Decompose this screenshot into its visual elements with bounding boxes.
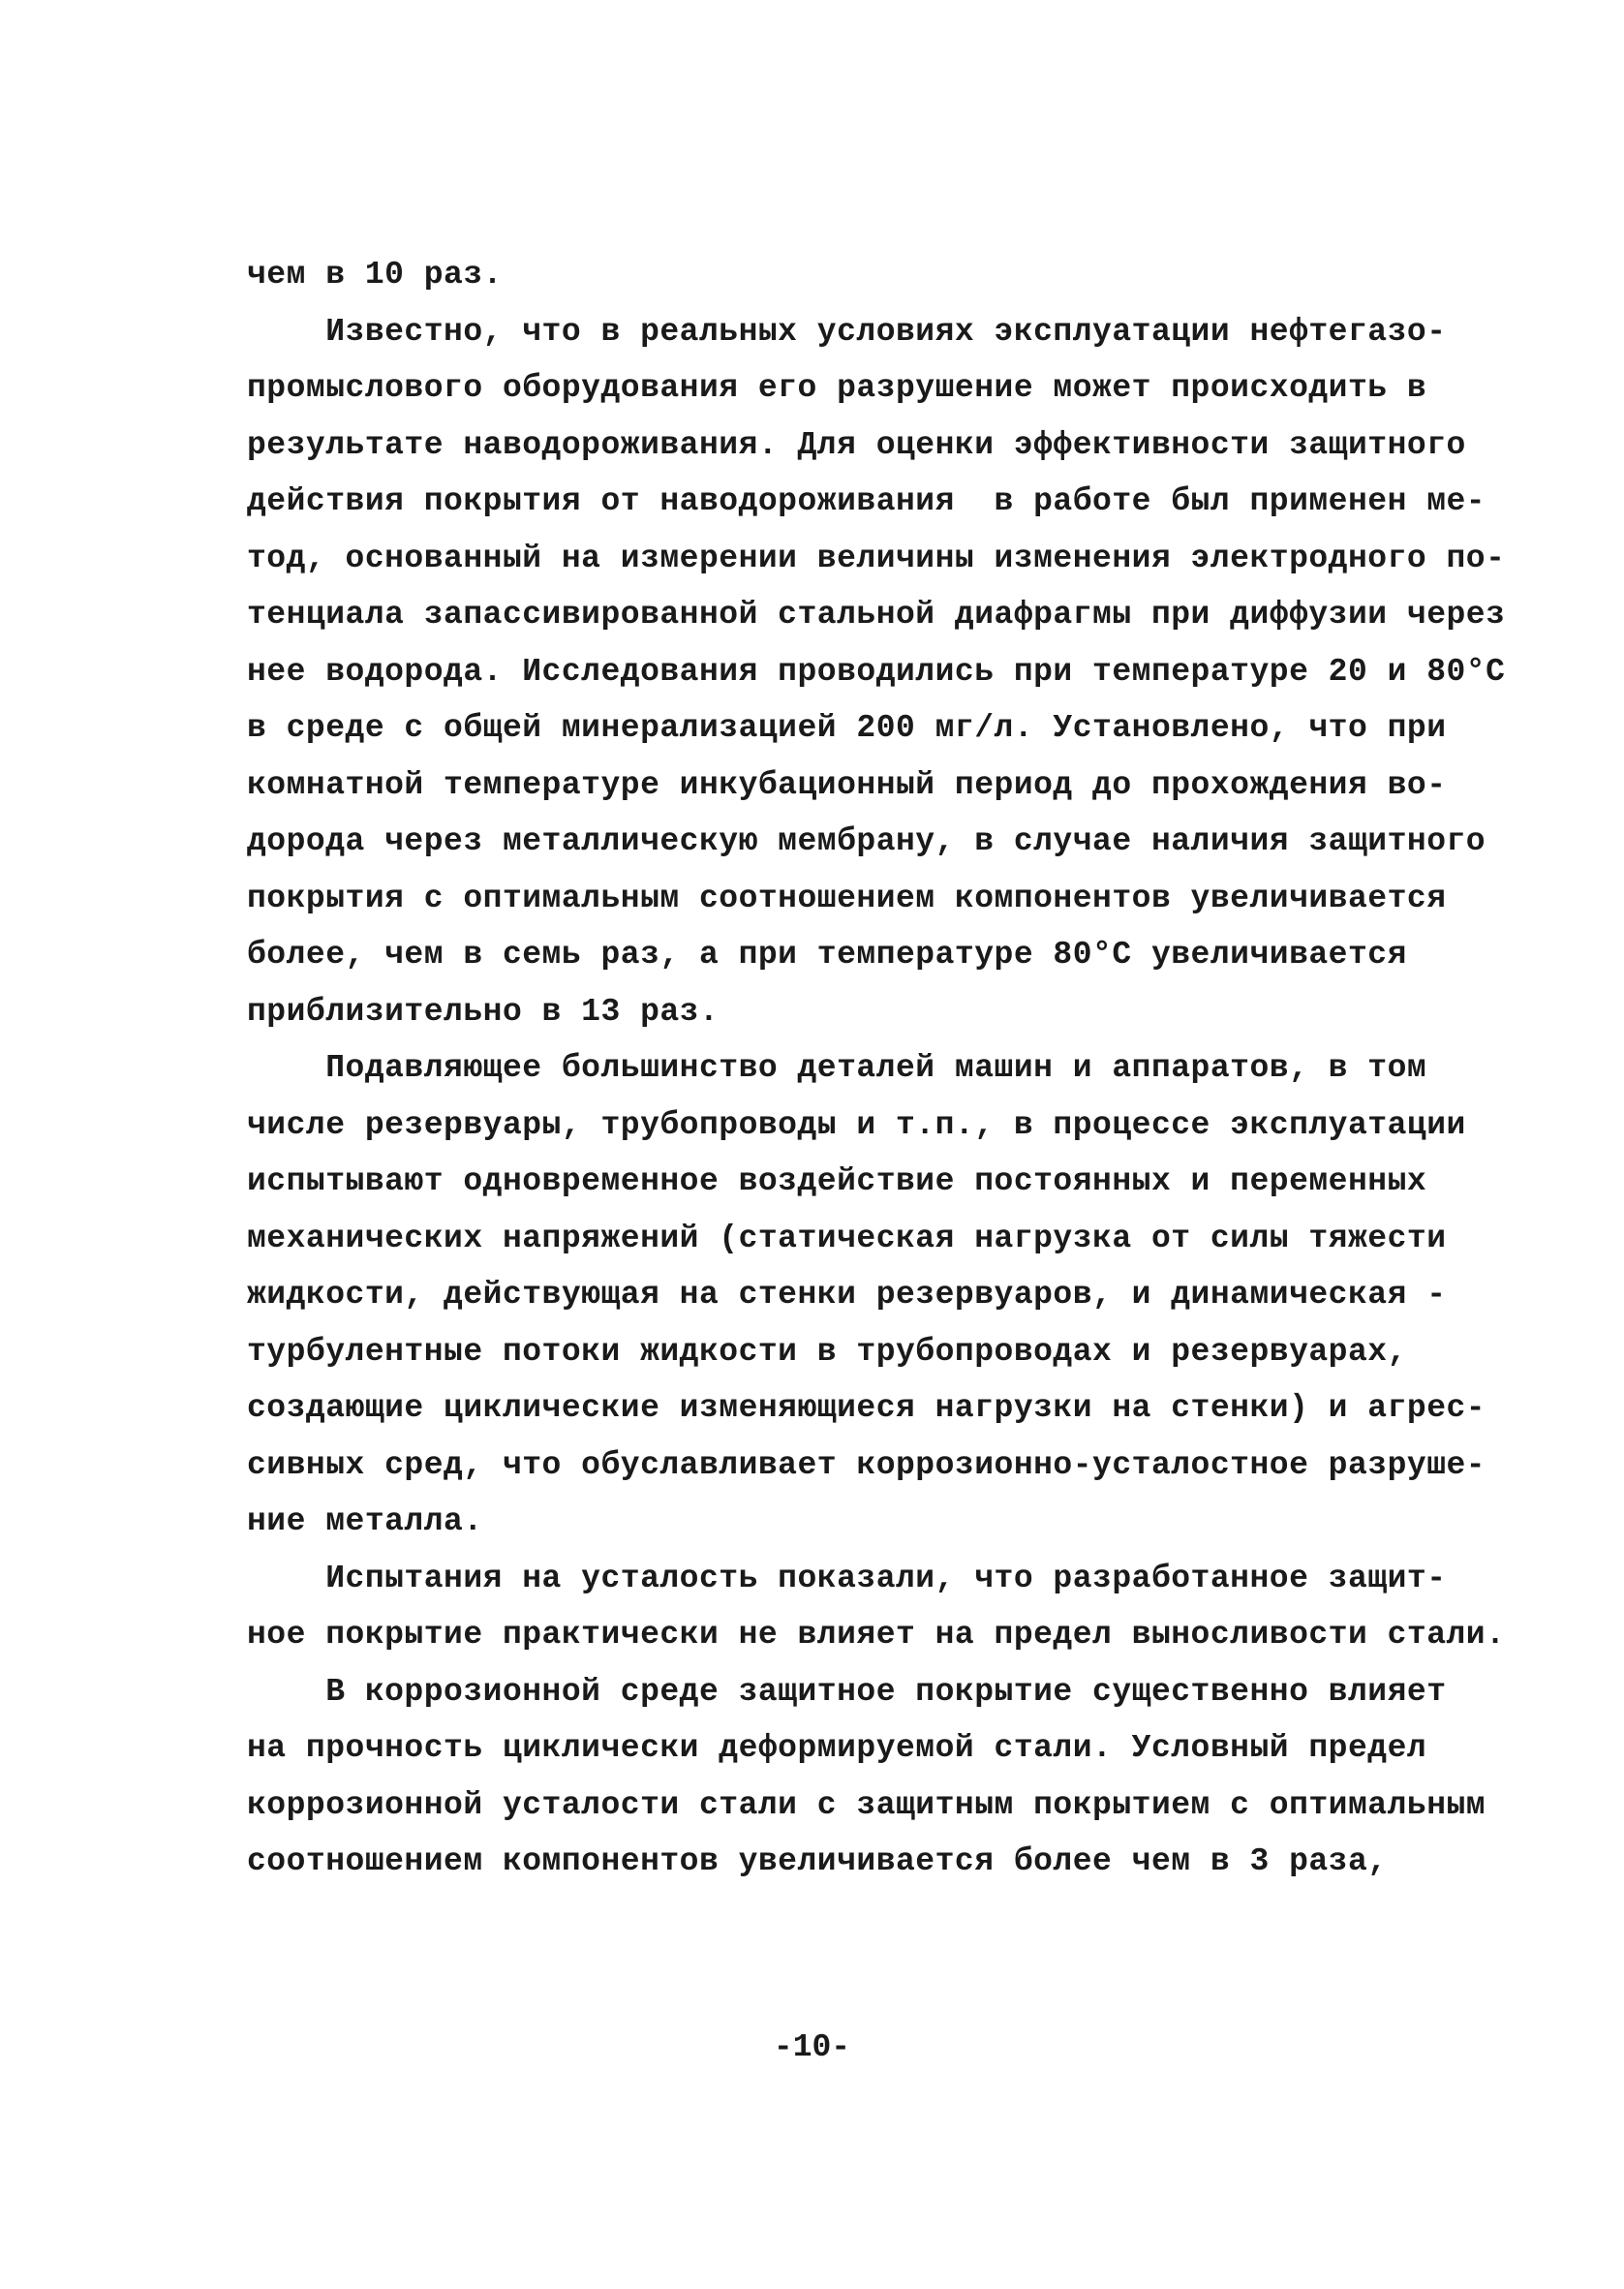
text-line: приблизительно в 13 раз. xyxy=(247,993,720,1030)
page-number: -10- xyxy=(773,2029,851,2065)
text-line: промыслового оборудования его разрушение может происходить в xyxy=(247,370,1427,406)
text-line: турбулентные потоки жидкости в трубопроводах и резервуарах, xyxy=(247,1333,1407,1370)
body-text xyxy=(247,247,1506,1891)
text-line: результате наводороживания. Для оценки эффективности защитного xyxy=(247,426,1466,463)
text-line: ние металла. xyxy=(247,1503,483,1539)
text-line: в среде с общей минерализацией 200 мг/л. Установлено, что при xyxy=(247,710,1447,746)
text-line: механических напряжений (статическая нагрузка от силы тяжести xyxy=(247,1220,1447,1256)
text-line: сивных сред, что обуславливает коррозионно-усталостное разруше- xyxy=(247,1446,1486,1483)
text-line: жидкости, действующая на стенки резервуаров, и динамическая - xyxy=(247,1277,1447,1313)
text-line: чем в 10 раз. xyxy=(247,257,503,293)
text-line: Известно, что в реальных условиях эксплуатации нефтегазо- xyxy=(247,313,1447,350)
text-line: Подавляющее большинство деталей машин и аппаратов, в том xyxy=(247,1050,1427,1086)
text-line: действия покрытия от наводороживания в работе был применен ме- xyxy=(247,483,1486,519)
text-line: на прочность циклически деформируемой стали. Условный предел xyxy=(247,1730,1427,1766)
text-line: Испытания на усталость показали, что разработанное защит- xyxy=(247,1560,1447,1596)
text-line: числе резервуары, трубопроводы и т.п., в процессе эксплуатации xyxy=(247,1106,1466,1143)
text-line: тенциала запассивированной стальной диафрагмы при диффузии через xyxy=(247,597,1506,633)
text-line: В коррозионной среде защитное покрытие существенно влияет xyxy=(247,1673,1447,1710)
text-line: соотношением компонентов увеличивается более чем в 3 раза, xyxy=(247,1843,1388,1879)
text-line: дорода через металлическую мембрану, в случае наличия защитного xyxy=(247,823,1486,859)
text-line: ное покрытие практически не влияет на предел выносливости стали. xyxy=(247,1617,1506,1653)
text-line: тод, основанный на измерении величины изменения электродного по- xyxy=(247,540,1506,576)
text-line: испытывают одновременное воздействие постоянных и переменных xyxy=(247,1163,1427,1199)
text-line: более, чем в семь раз, а при температуре 80°С увеличивается xyxy=(247,937,1407,973)
text-line: комнатной температуре инкубационный период до прохождения во- xyxy=(247,766,1447,803)
text-line: создающие циклические изменяющиеся нагрузки на стенки) и агрес- xyxy=(247,1390,1486,1426)
text-line: коррозионной усталости стали с защитным покрытием с оптимальным xyxy=(247,1786,1486,1823)
text-line: нее водорода. Исследования проводились при температуре 20 и 80°С xyxy=(247,653,1506,690)
text-line: покрытия с оптимальным соотношением компонентов увеличивается xyxy=(247,880,1447,916)
